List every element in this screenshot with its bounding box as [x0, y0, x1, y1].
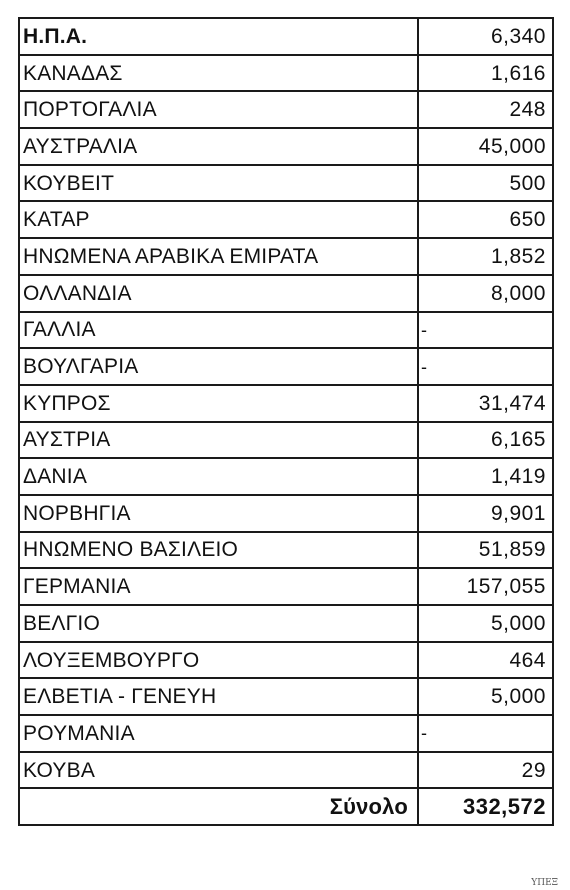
country-cell: ΔΑΝΙΑ	[19, 458, 418, 495]
table-row	[19, 18, 553, 55]
table-row	[19, 238, 553, 275]
country-cell: ΚΥΠΡΟΣ	[19, 385, 418, 422]
table-body	[19, 18, 553, 825]
table-row	[19, 165, 553, 202]
table-row	[19, 312, 553, 349]
table-row	[19, 55, 553, 92]
total-label: Σύνολο	[19, 788, 418, 825]
table-row	[19, 532, 553, 569]
amount-cell: 464	[418, 642, 553, 679]
country-cell: ΝΟΡΒΗΓΙΑ	[19, 495, 418, 532]
country-cell: ΗΝΩΜΕΝΟ ΒΑΣΙΛΕΙΟ	[19, 532, 418, 569]
source-credit: ΥΠΕΞ	[531, 878, 558, 888]
country-cell: ΑΥΣΤΡΙΑ	[19, 422, 418, 459]
table-row	[19, 348, 553, 385]
table-row	[19, 385, 553, 422]
country-cell: ΓΕΡΜΑΝΙΑ	[19, 568, 418, 605]
amount-cell: 500	[418, 165, 553, 202]
country-cell: ΛΟΥΞΕΜΒΟΥΡΓΟ	[19, 642, 418, 679]
total-amount: 332,572	[418, 788, 553, 825]
country-cell: ΒΕΛΓΙΟ	[19, 605, 418, 642]
country-cell: ΚΑΤΑΡ	[19, 201, 418, 238]
amount-cell: 6,165	[418, 422, 553, 459]
amount-cell: 157,055	[418, 568, 553, 605]
amount-cell: 31,474	[418, 385, 553, 422]
table-row	[19, 91, 553, 128]
amount-cell: 6,340	[418, 18, 553, 55]
table-row	[19, 201, 553, 238]
table-row	[19, 275, 553, 312]
amount-cell: -	[418, 348, 553, 385]
table-row	[19, 715, 553, 752]
amount-cell: 45,000	[418, 128, 553, 165]
amount-cell: 8,000	[418, 275, 553, 312]
table-row	[19, 568, 553, 605]
country-cell: ΗΝΩΜΕΝΑ ΑΡΑΒΙΚΑ ΕΜΙΡΑΤΑ	[19, 238, 418, 275]
total-row	[19, 788, 553, 825]
country-cell: ΟΛΛΑΝΔΙΑ	[19, 275, 418, 312]
table-row	[19, 642, 553, 679]
donations-table	[18, 17, 554, 826]
amount-cell: 9,901	[418, 495, 553, 532]
amount-cell: 5,000	[418, 605, 553, 642]
amount-cell: 5,000	[418, 678, 553, 715]
amount-cell: 1,419	[418, 458, 553, 495]
amount-cell: 1,852	[418, 238, 553, 275]
amount-cell: 29	[418, 752, 553, 789]
country-cell: ΡΟΥΜΑΝΙΑ	[19, 715, 418, 752]
table-row	[19, 678, 553, 715]
country-cell: Η.Π.Α.	[19, 18, 418, 55]
amount-cell: 51,859	[418, 532, 553, 569]
country-cell: ΚΟΥΒΑ	[19, 752, 418, 789]
country-cell: ΕΛΒΕΤΙΑ - ΓΕΝΕΥΗ	[19, 678, 418, 715]
table-row	[19, 495, 553, 532]
amount-cell: 248	[418, 91, 553, 128]
table-row	[19, 605, 553, 642]
country-cell: ΑΥΣΤΡΑΛΙΑ	[19, 128, 418, 165]
country-cell: ΚΑΝΑΔΑΣ	[19, 55, 418, 92]
country-cell: ΠΟΡΤΟΓΑΛΙΑ	[19, 91, 418, 128]
table-row	[19, 752, 553, 789]
country-cell: ΚΟΥΒΕΙΤ	[19, 165, 418, 202]
amount-cell: -	[418, 312, 553, 349]
amount-cell: 650	[418, 201, 553, 238]
amount-cell: -	[418, 715, 553, 752]
table-row	[19, 128, 553, 165]
table-row	[19, 458, 553, 495]
country-cell: ΒΟΥΛΓΑΡΙΑ	[19, 348, 418, 385]
table-row	[19, 422, 553, 459]
country-cell: ΓΑΛΛΙΑ	[19, 312, 418, 349]
amount-cell: 1,616	[418, 55, 553, 92]
